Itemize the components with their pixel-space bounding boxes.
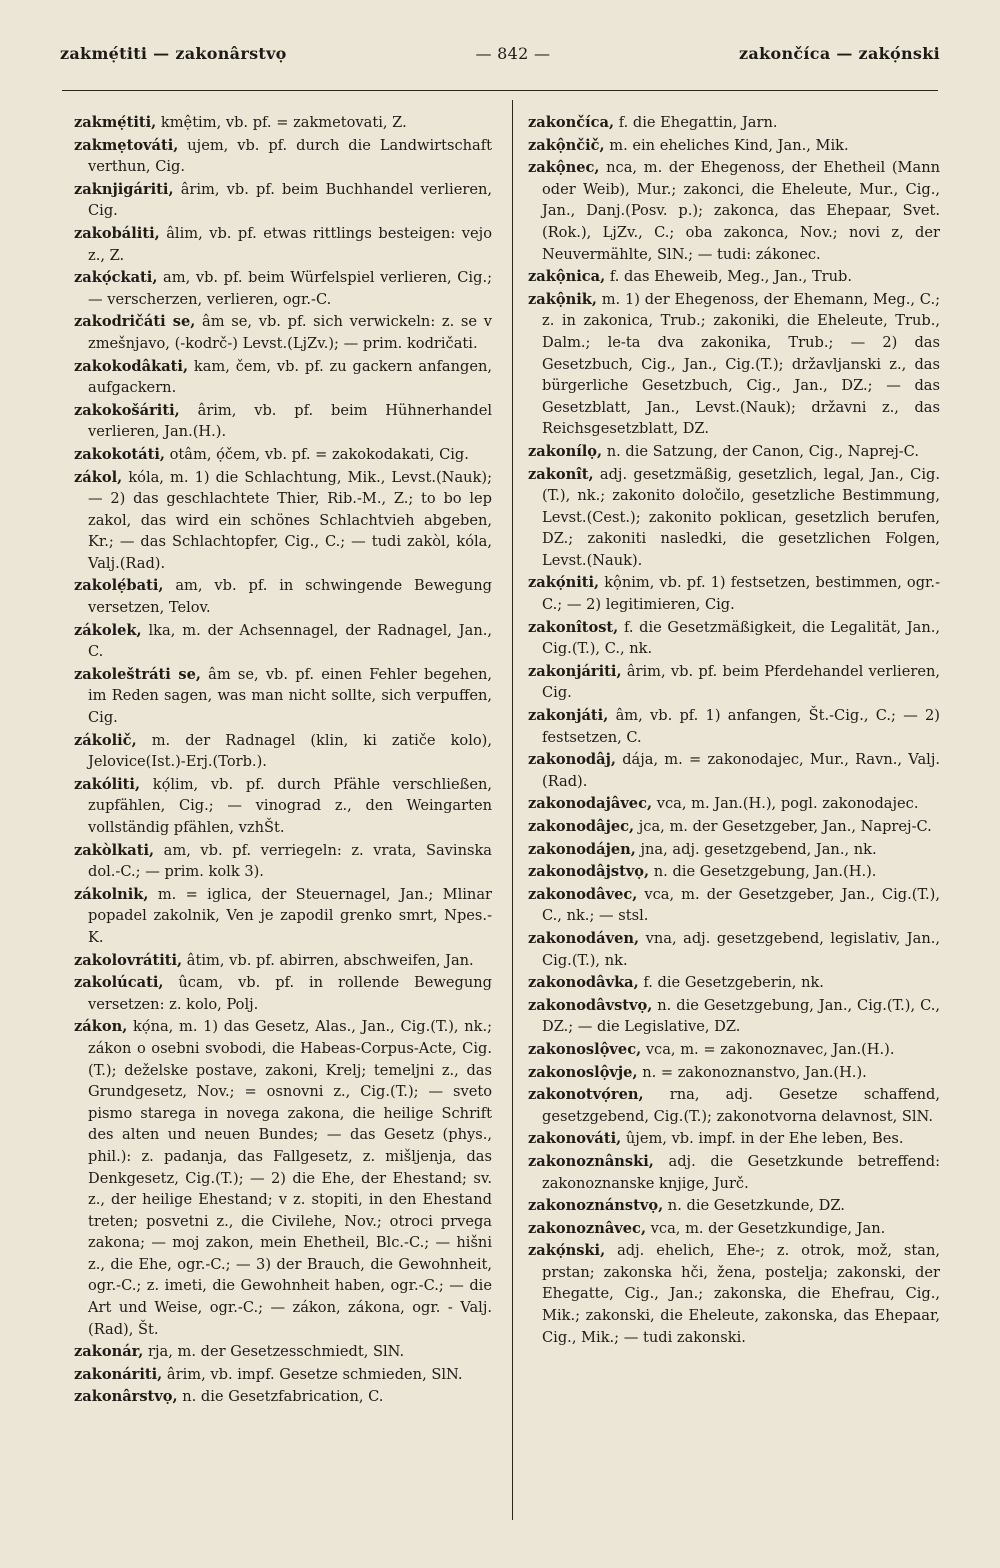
entry-headword: zákolnik, [74,885,149,903]
dictionary-entry [528,157,940,265]
entry-headword: zákolič, [74,731,137,749]
entry-definition: kọ́lim, vb. pf. durch Pfähle verschließen, zupfählen, Cig.; — vinograd z., den Weingarten vollständig pfählen, vzhŠt. [88,775,493,836]
entry-headword: zákol, [74,468,123,486]
entry-headword: zakộnik, [528,290,597,308]
entry-definition: kộnim, vb. pf. 1) festsetzen, bestimmen, ogr.-C.; — 2) legitimieren, Cig. [542,574,940,614]
dictionary-entry [74,356,492,399]
entry-definition: âm, vb. pf. 1) anfangen, Št.-Cig., C.; — 2) festsetzen, C. [542,707,941,746]
entry-definition: ârim, vb. impf. Gesetze schmieden, SlN. [166,1365,463,1383]
entry-definition: n. die Gesetzgebung, Jan.(H.). [653,863,877,881]
dictionary-entry [74,112,492,134]
left-column [74,112,492,1409]
entry-headword: zakonáriti, [74,1365,163,1383]
entry-headword: zakonît, [528,465,594,483]
entry-definition: m. ein eheliches Kind, Jan., Mik. [609,136,849,154]
entry-headword: zakonjáriti, [528,662,622,680]
dictionary-entry [74,267,492,310]
entry-definition: âlim, vb. pf. etwas rittlings besteigen: vejo z., Z. [88,224,492,264]
entry-definition: am, vb. pf. beim Würfelspiel verlieren, Cig.; — verscherzen, verlieren, ogr.-C. [88,269,492,308]
entry-definition: dája, m. = zakonodajec, Mur., Ravn., Valj.(Rad). [542,751,940,790]
entry-definition: ûcam, vb. pf. in rollende Bewegung versetzen: z. kolo, Polj. [88,974,493,1013]
dictionary-entry [528,135,940,157]
entry-headword: zakonodâvka, [528,974,639,992]
entry-definition: kmệtim, vb. pf. = zakmetovati, Z. [160,114,407,131]
entry-definition: âm se, vb. pf. sich verwickeln: z. se v zmešnjavo, (-kodrč-) Levst.(LjZv.); — prim. kodričati. [88,313,492,352]
entry-headword: zakmẹ́titi, [74,114,157,131]
entry-headword: zakonodájen, [528,840,636,858]
dictionary-entry [528,816,940,838]
entry-headword: zakòlkati, [74,841,155,859]
entry-definition: vna, adj. gesetzgebend, legislativ, Jan., Cig.(T.), nk. [542,929,941,969]
dictionary-entry [74,664,492,729]
dictionary-entry [528,1240,940,1348]
dictionary-entry [528,972,940,994]
dictionary-entry [74,730,492,773]
entry-headword: zakmẹtováti, [74,136,179,154]
entry-definition: jca, m. der Gesetzgeber, Jan., Naprej-C. [638,818,932,835]
entry-definition: m. = iglica, der Steuernagel, Jan.; Mlinar popadel zakolnik, Ven je zapodil grenko smrt, Npes.-K. [88,885,493,946]
entry-headword: zakončíca, [528,114,615,131]
dictionary-entry [528,749,940,792]
header-rule [62,90,938,91]
dictionary-entry [74,135,492,178]
entry-headword: zaknjigáriti, [74,180,174,198]
dictionary-entry [528,839,940,861]
entry-definition: m. der Radnagel (klin, ki zatiče kolo), Jelovice(Ist.)-Erj.(Torb.). [88,731,493,771]
entry-headword: zakonodajâvec, [528,795,653,813]
entry-definition: rna, adj. Gesetze schaffend, gesetzgebend, Cig.(T.); zakonotvorna delavnost, SlN. [542,1086,940,1125]
dictionary-entry [74,1016,492,1340]
dictionary-entry [528,1062,940,1084]
dictionary-entry [528,928,940,971]
entry-headword: zakóliti, [74,775,141,793]
dictionary-entry [528,1218,940,1240]
entry-definition: kọ́na, m. 1) das Gesetz, Alas., Jan., Cig.(T.), nk.; zákon o osebni svobodi, die Habeas-Corpus-Acte, Cig.(T.); deželske postave, zakoni, Krelj; temeljni z., das Grundgesetz, Nov.; = osnovni z., Cig.(T.); — sveto pismo starega in novega zakona, die heilige Schrift des alten und neuen Bundes; — das Gesetz (phys., phil.): z. padanja, das Fallgesetz, z. mišljenja, das Denkgesetz, Cig.(T.); — 2) die Ehe, der Ehestand; sv. z., der heilige Ehestand; v z. stopiti, in den Ehestand treten; posvetni z., die Civilehe, Nov.; otroci prvega zakona; — moj zakon, mein Ehetheil, Blc.-C.; — hišni z., die Ehe, ogr.-C.; — 3) der Brauch, die Gewohnheit, ogr.-C.; z. imeti, die Gewohnheit haben, ogr.-C.; — die Art und Weise, ogr.-C.; — zákon, zákona, ogr. - Valj. (Rad), Št. [88,1018,492,1338]
dictionary-entry [74,774,492,839]
entry-headword: zakonováti, [528,1130,622,1148]
dictionary-entry [528,661,940,704]
dictionary-entry [528,572,940,615]
entry-headword: zakolúcati, [74,974,164,992]
entry-definition: am, vb. pf. verriegeln: z. vrata, Savinska dol.-C.; — prim. kolk 3). [88,841,493,881]
entry-headword: zakonodâvec, [528,885,638,903]
entry-definition: kóla, m. 1) die Schlachtung, Mik., Levst.(Nauk); — 2) das geschlachtete Thier, Rib.-M., Z.; to bo lep zakol, das wird ein schönes Schlachtvieh abgeben, Kr.; — das Schlachtopfer, Cig., C.; — tudi zakòl, kóla, Valj.(Rad). [88,468,493,572]
entry-definition: otâm, ọ́čem, vb. pf. = zakokodakati, Cig. [169,445,469,463]
entry-headword: zakonílọ, [528,442,603,460]
entry-definition: rja, m. der Gesetzesschmiedt, SlN. [148,1343,405,1361]
entry-headword: zakọ́ckati, [74,269,158,287]
dictionary-entry [528,1039,940,1061]
dictionary-entry [528,705,940,748]
entry-headword: zakộnica, [528,268,606,286]
entry-definition: adj. die Gesetzkunde betreffend: zakonoznanske knjige, Jurč. [542,1152,941,1192]
entry-headword: zakonârstvọ, [74,1388,178,1406]
entry-headword: zakonár, [74,1343,144,1361]
dictionary-entry [74,950,492,972]
entry-definition: âtim, vb. pf. abirren, abschweifen, Jan. [186,951,474,969]
entry-definition: vca, m. der Gesetzgeber, Jan., Cig.(T.), C., nk.; — stsl. [542,885,941,925]
entry-definition: f. die Gesetzmäßigkeit, die Legalität, Jan., Cig.(T.), C., nk. [542,618,940,658]
entry-headword: zakonodâj, [528,751,616,769]
dictionary-entry [528,617,940,660]
entry-definition: vca, m. der Gesetzkundige, Jan. [650,1219,886,1237]
entry-headword: zakonodáven, [528,929,640,947]
entry-definition: f. die Ehegattin, Jarn. [618,114,778,131]
entry-headword: zakolẹ́bati, [74,577,164,595]
entry-definition: ârim, vb. pf. beim Pferdehandel verlieren, Cig. [542,662,941,702]
dictionary-entry [74,972,492,1015]
entry-headword: zakonoznâvec, [528,1219,647,1237]
dictionary-entry [528,861,940,883]
entry-definition: ujem, vb. pf. durch die Landwirtschaft verthun, Cig. [88,136,492,176]
entry-definition: kam, čem, vb. pf. zu gackern anfangen, aufgackern. [88,357,492,397]
entry-headword: zakonoslộvec, [528,1040,642,1058]
dictionary-entry [74,575,492,618]
entry-definition: n. die Gesetzkunde, DZ. [667,1197,845,1215]
entry-headword: zakọ́nski, [528,1242,606,1260]
entry-headword: zakonjáti, [528,707,609,725]
entry-definition: n. die Gesetzfabrication, C. [182,1388,384,1406]
dictionary-entry [528,1128,940,1150]
dictionary-entry [74,179,492,222]
entry-headword: zakộnčič, [528,136,605,154]
entry-definition: lka, m. der Achsennagel, der Radnagel, Jan., C. [88,621,493,661]
dictionary-entry [74,400,492,443]
entry-headword: zakonodâjec, [528,818,635,835]
entry-definition: n. die Gesetzgebung, Jan., Cig.(T.), C., DZ.; — die Legislative, DZ. [542,996,941,1036]
entry-definition: am, vb. pf. in schwingende Bewegung versetzen, Telov. [88,577,493,617]
dictionary-entry [74,840,492,883]
entry-headword: zakobáliti, [74,224,160,242]
entry-headword: zakoleštráti se, [74,665,201,683]
dictionary-entry [74,444,492,466]
dictionary-entry [528,1151,940,1194]
page-number: — 842 — [475,44,551,63]
right-column [528,112,940,1349]
column-divider [512,100,513,1520]
dictionary-entry [528,289,940,440]
dictionary-entry [528,112,940,134]
entry-headword: zákon, [74,1018,128,1036]
entry-headword: zakọ́niti, [528,574,600,592]
header-left-guide-words: zakmẹ́titi — zakonârstvọ [60,44,287,63]
entry-definition: jna, adj. gesetzgebend, Jan., nk. [640,840,877,858]
entry-headword: zakokotáti, [74,445,165,463]
entry-headword: zakộnec, [528,159,600,177]
dictionary-entry [74,467,492,575]
dictionary-entry [528,995,940,1038]
dictionary-entry [74,884,492,949]
dictionary-entry [528,1195,940,1217]
dictionary-entry [74,223,492,266]
entry-definition: f. die Gesetzgeberin, nk. [643,974,824,992]
dictionary-entry [528,441,940,463]
entry-headword: zakokodâkati, [74,357,189,375]
dictionary-entry [74,1341,492,1363]
entry-headword: zakonoznânski, [528,1152,654,1170]
entry-headword: zakodričáti se, [74,313,196,331]
running-header [60,44,940,74]
entry-headword: zákolek, [74,621,142,639]
dictionary-entry [528,884,940,927]
entry-definition: adj. gesetzmäßig, gesetzlich, legal, Jan., Cig.(T.), nk.; zakonito določilo, gesetzliche Bestimmung, Levst.(Cest.); zakonito poklican, gesetzlich berufen, DZ.; zakoniti nasledki, die gesetzlichen Folgen, Levst.(Nauk). [542,465,940,569]
entry-headword: zakonîtost, [528,618,619,636]
entry-headword: zakonoznánstvọ, [528,1197,664,1215]
entry-definition: n. die Satzung, der Canon, Cig., Naprej-C. [606,442,919,460]
dictionary-entry [528,266,940,288]
entry-definition: ârim, vb. pf. beim Buchhandel verlieren, Cig. [88,180,492,220]
entry-definition: f. das Eheweib, Meg., Jan., Trub. [609,268,853,286]
dictionary-entry [528,464,940,572]
entry-headword: zakonotvọ́ren, [528,1086,644,1104]
entry-definition: vca, m. Jan.(H.), pogl. zakonodajec. [656,795,919,813]
dictionary-entry [528,1084,940,1127]
header-right-guide-words: zakončíca — zakọ́nski [739,44,940,63]
dictionary-entry [74,1386,492,1408]
entry-headword: zakolovrátiti, [74,951,183,969]
entry-headword: zakonodâjstvọ, [528,863,650,881]
entry-headword: zakonoslộvje, [528,1063,638,1081]
entry-definition: m. 1) der Ehegenoss, der Ehemann, Meg., C.; z. in zakonica, Trub.; zakoniki, die Eheleute, Trub., Dalm.; le-ta dva zakonika, Trub.; — 2) das Gesetzbuch, Cig., Jan., Cig.(T.); državljanski z., das bürgerliche Gesetzbuch, Cig., Jan., DZ.; — das Gesetzblatt, Jan., Levst.(Nauk); državni z., das Reichsgesetzblatt, DZ. [542,290,941,438]
dictionary-entry [74,311,492,354]
entry-definition: ûjem, vb. impf. in der Ehe leben, Bes. [625,1130,904,1148]
entry-headword: zakokošáriti, [74,401,180,419]
dictionary-entry [74,620,492,663]
entry-headword: zakonodâvstvọ, [528,996,653,1014]
entry-definition: âm se, vb. pf. einen Fehler begehen, im Reden sagen, was man nicht sollte, sich verpuffen, Cig. [88,665,492,727]
dictionary-entry [528,793,940,815]
entry-definition: nca, m. der Ehegenoss, der Ehetheil (Mann oder Weib), Mur.; zakonci, die Eheleute, Mur., Cig., Jan., Danj.(Posv. p.); zakonca, das Ehepaar, Svet.(Rok.), LjZv., C.; oba zakonca, Nov.; novi z, der Neuvermählte, SlN.; — tudi: zákonec. [542,159,941,263]
entry-definition: n. = zakonoznanstvo, Jan.(H.). [642,1063,867,1081]
dictionary-entry [74,1364,492,1386]
entry-definition: adj. ehelich, Ehe-; z. otrok, mož, stan, prstan; zakonska hči, žena, postelja; zakonski, der Ehegatte, Cig., Jan.; zakonska, die Ehefrau, Cig., Mik.; zakonski, die Eheleute, zakonska, das Ehepaar, Cig., Mik.; — tudi zakonski. [542,1242,940,1346]
entry-definition: vca, m. = zakonoznavec, Jan.(H.). [645,1040,895,1058]
entry-definition: ârim, vb. pf. beim Hühnerhandel verlieren, Jan.(H.). [88,401,492,441]
